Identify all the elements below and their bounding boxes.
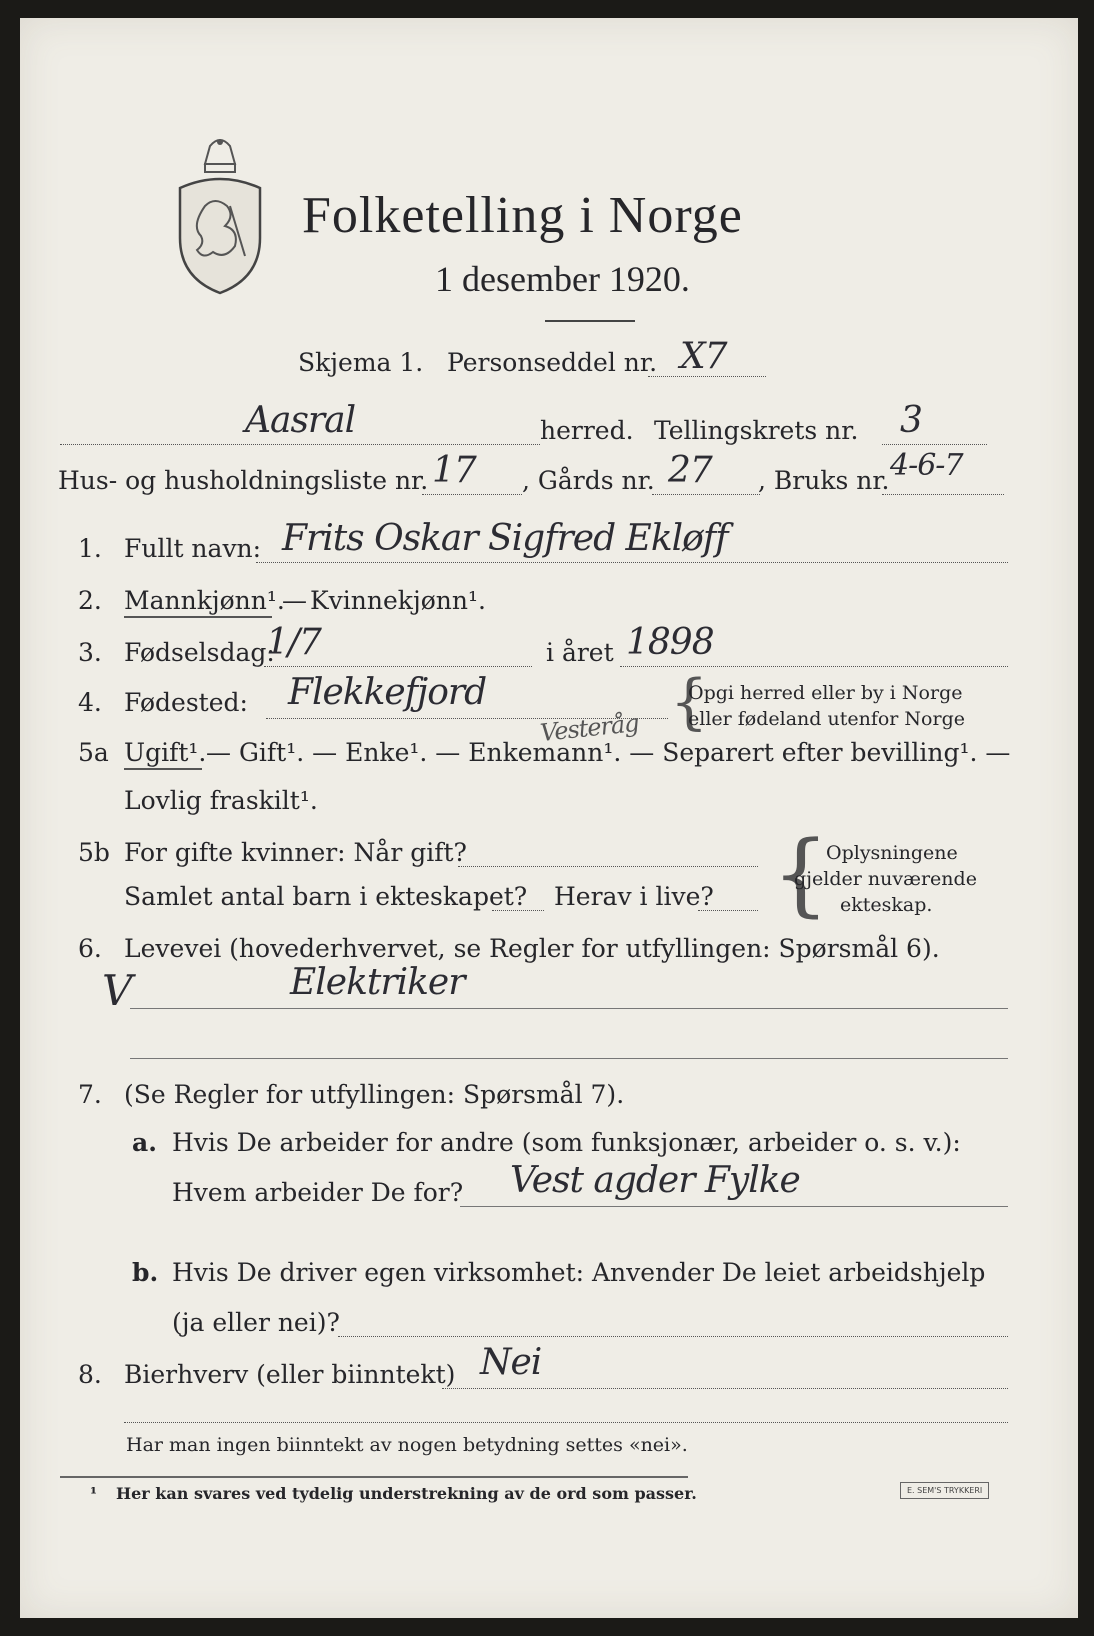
gards-label: , Gårds nr. — [522, 466, 655, 495]
bruks-label: , Bruks nr. — [758, 466, 890, 495]
q7a-label-2: Hvem arbeider De for? — [172, 1178, 464, 1207]
personseddel-value: X7 — [680, 336, 727, 377]
q7b-label-2: (ja eller nei)? — [172, 1308, 340, 1337]
q3-year-label: i året — [546, 638, 614, 667]
footnote-divider — [60, 1476, 688, 1478]
q7a-letter: a. — [132, 1128, 157, 1157]
q8-label: Bierhverv (eller biinntekt) — [124, 1360, 456, 1389]
when-married-field[interactable] — [458, 866, 758, 867]
q4-label: Fødested: — [124, 688, 248, 717]
q7a-label: Hvis De arbeider for andre (som funksjonær, arbeider o. s. v.): — [172, 1128, 961, 1157]
side-income-field[interactable] — [442, 1388, 1008, 1389]
printer-stamp: E. SEM'S TRYKKERI — [900, 1482, 989, 1499]
full-name-value: Frits Oskar Sigfred Ekløff — [282, 518, 728, 559]
q5b-brace: { — [772, 822, 830, 927]
occupation-field-2[interactable] — [130, 1058, 1008, 1059]
q4-note-1: Opgi herred eller by i Norge — [688, 682, 963, 704]
q5b-label: For gifte kvinner: Når gift? — [124, 838, 467, 867]
q4-note-2: eller fødeland utenfor Norge — [688, 708, 965, 730]
herred-label: herred. — [540, 416, 634, 445]
children-count-field[interactable] — [492, 910, 544, 911]
unmarried-option[interactable]: Ugift¹. — [124, 738, 207, 767]
q7-number: 7. — [78, 1080, 102, 1109]
employer-value: Vest agder Fylke — [510, 1160, 800, 1201]
male-option[interactable]: Mannkjønn¹. — [124, 586, 285, 615]
q5b-note-2: gjelder nuværende — [794, 868, 977, 890]
census-form — [20, 18, 1078, 1618]
footnote-marker: ¹ — [90, 1484, 98, 1503]
hus-field[interactable] — [422, 494, 522, 495]
unmarried-underline — [124, 768, 202, 770]
tellingskrets-label: Tellingskrets nr. — [654, 416, 859, 445]
footnote-text: Her kan svares ved tydelig understrekning av de ord som passer. — [116, 1484, 697, 1503]
q7-label: (Se Regler for utfyllingen: Spørsmål 7). — [124, 1080, 625, 1109]
q6-checkmark: V — [102, 966, 132, 1015]
bruks-value: 4-6-7 — [890, 448, 963, 483]
tellingskrets-value: 3 — [900, 400, 922, 441]
q2-number: 2. — [78, 586, 102, 615]
form-date: 1 desember 1920. — [435, 259, 690, 299]
birthday-field[interactable] — [264, 666, 532, 667]
children-alive-field[interactable] — [698, 910, 758, 911]
q3-label: Fødselsdag: — [124, 638, 275, 667]
q5b-note-3: ekteskap. — [840, 894, 933, 916]
q7b-letter: b. — [132, 1258, 159, 1287]
title-divider — [545, 320, 635, 322]
tellingskrets-field[interactable] — [882, 444, 987, 445]
birthplace-annotation: Vesteråg — [538, 708, 640, 748]
q6-label: Levevei (hovederhvervet, se Regler for utfyllingen: Spørsmål 6). — [124, 934, 940, 963]
full-name-field[interactable] — [256, 562, 1008, 563]
q5b-note-1: Oplysningene — [826, 842, 958, 864]
occupation-value: Elektriker — [290, 962, 465, 1003]
q5b-label-3: Herav i live? — [554, 882, 714, 911]
side-income-value: Nei — [480, 1342, 542, 1383]
gards-value: 27 — [668, 450, 712, 491]
birthday-value: 1/7 — [266, 622, 321, 663]
hus-label: Hus- og husholdningsliste nr. — [58, 466, 429, 495]
bruks-field[interactable] — [882, 494, 1004, 495]
q3-number: 3. — [78, 638, 102, 667]
q4-brace: { — [670, 667, 709, 737]
gards-field[interactable] — [652, 494, 760, 495]
employer-field[interactable] — [460, 1206, 1008, 1207]
hired-help-field[interactable] — [338, 1336, 1008, 1337]
birth-year-value: 1898 — [626, 622, 714, 663]
skjema-label: Skjema 1. — [298, 348, 424, 377]
q1-number: 1. — [78, 534, 102, 563]
occupation-field[interactable] — [130, 1008, 1008, 1009]
q6-number: 6. — [78, 934, 102, 963]
norwegian-coat-of-arms-icon — [175, 136, 265, 296]
q8-number: 8. — [78, 1360, 102, 1389]
birthplace-value: Flekkefjord — [288, 672, 487, 713]
marital-options[interactable]: — Gift¹. — Enke¹. — Enkemann¹. — Separert efter bevilling¹. — — [206, 738, 1011, 767]
q2-separator: — — [282, 586, 307, 615]
divorced-option[interactable]: Lovlig fraskilt¹. — [124, 786, 318, 815]
q5a-number: 5a — [78, 738, 109, 767]
q5b-number: 5b — [78, 838, 110, 867]
personseddel-label: Personseddel nr. — [447, 348, 658, 377]
form-title: Folketelling i Norge — [302, 187, 743, 244]
q4-number: 4. — [78, 688, 102, 717]
hus-value: 17 — [432, 450, 476, 491]
q7b-label: Hvis De driver egen virksomhet: Anvender De leiet arbeidshjelp — [172, 1258, 986, 1287]
footer-note: Har man ingen biinntekt av nogen betydning settes «nei». — [126, 1434, 688, 1456]
extra-line — [124, 1422, 1008, 1423]
q5b-label-2: Samlet antal barn i ekteskapet? — [124, 882, 528, 911]
bleed-through-text — [420, 106, 426, 130]
male-underline — [124, 616, 272, 618]
q1-label: Fullt navn: — [124, 534, 262, 563]
herred-field[interactable] — [60, 444, 540, 445]
herred-value: Aasral — [245, 400, 356, 441]
female-option[interactable]: Kvinnekjønn¹. — [310, 586, 486, 615]
